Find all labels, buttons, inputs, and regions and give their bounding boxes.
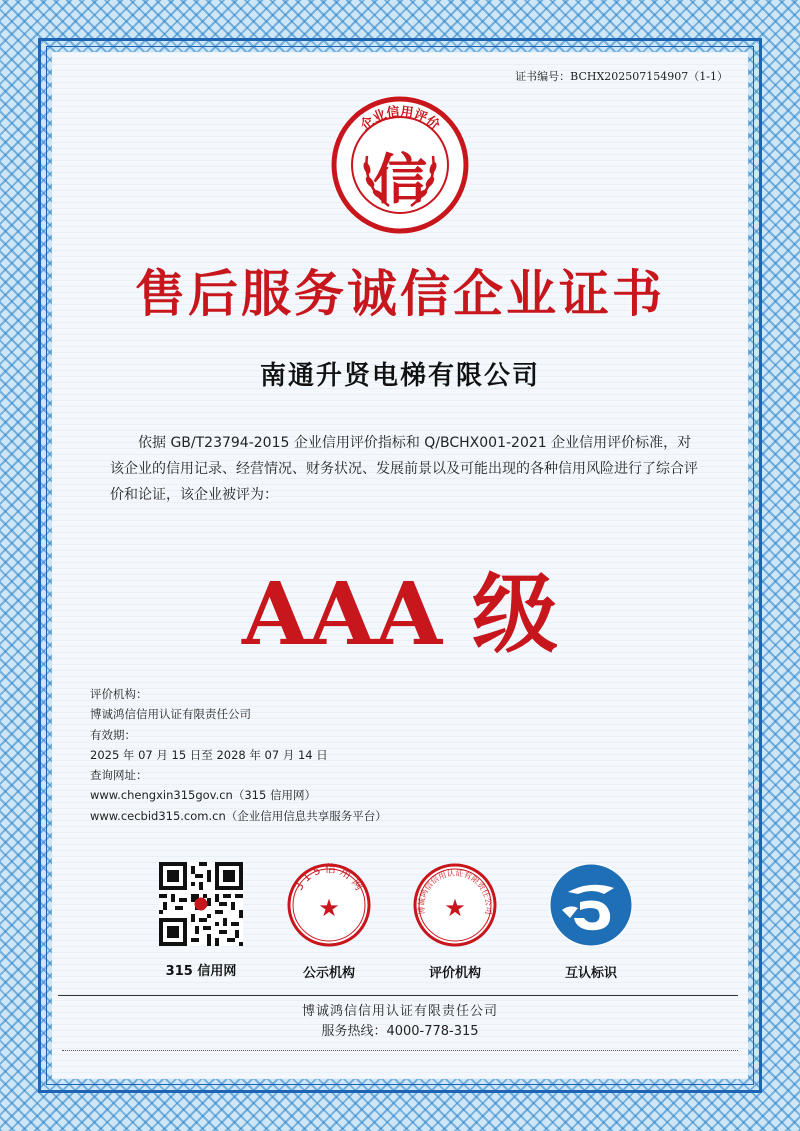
eval-seal-arc: 博诚鸿信信用认证有限责任公司 — [416, 868, 494, 915]
query-url-1[interactable]: www.chengxin315gov.cn（315 信用网） — [90, 788, 316, 803]
public-seal-block — [269, 862, 389, 981]
footer-divider — [58, 995, 738, 996]
validity-value: 2025 年 07 月 15 日至 2028 年 07 月 14 日 — [90, 747, 328, 762]
org-value: 博诚鸿信信用认证有限责任公司 — [90, 707, 251, 722]
qr-code-icon[interactable] — [159, 862, 243, 946]
query-url-2[interactable]: www.cecbid315.com.cn（企业信用信息共享服务平台） — [90, 808, 387, 823]
svg-text:★: ★ — [318, 894, 340, 922]
emblem-center-glyph: 信 — [373, 147, 427, 211]
public-seal-icon — [286, 862, 372, 948]
mutual-recognition-icon — [548, 862, 634, 948]
eval-seal-block — [395, 862, 515, 981]
credit-grade: AAA 级 — [241, 564, 559, 665]
query-label: 查询网址： — [90, 768, 148, 783]
footer-org: 博诚鸿信信用认证有限责任公司 — [301, 1004, 498, 1019]
mutual-label: 互认标识 — [564, 966, 617, 981]
credit-evaluation-emblem — [329, 94, 471, 236]
certificate-title: 售后服务诚信企业证书 — [135, 265, 665, 323]
footer-dotted-line — [62, 1050, 738, 1051]
svg-text:★: ★ — [444, 894, 466, 922]
certificate-info — [90, 684, 387, 826]
eval-seal-label: 评价机构 — [428, 966, 481, 981]
qr-label: 315 信用网 — [165, 964, 237, 979]
footer-hotline: 服务热线：4000-778-315 — [321, 1024, 479, 1039]
public-seal-arc: 3 1 5 信 用 网 — [292, 862, 366, 893]
eval-seal-icon — [412, 862, 498, 948]
mutual-mark-block — [531, 862, 651, 981]
certificate-number: 证书编号：BCHX202507154907（1-1） — [515, 70, 728, 83]
evaluation-statement: 依据 GB/T23794-2015 企业信用评价指标和 Q/BCHX001-2021 企业信用评价标准，对该企业的信用记录、经营情况、财务状况、发展前景以及可能出现的各种信用风险进行了综合评价和论证，该企业被评为： — [110, 435, 698, 503]
qr-block — [141, 862, 261, 979]
org-label: 评价机构： — [90, 687, 148, 701]
public-seal-label: 公示机构 — [302, 966, 355, 981]
validity-label: 有效期： — [90, 727, 136, 742]
company-name: 南通升贤电梯有限公司 — [259, 361, 540, 391]
emblem-arc-text: 企业信用评价 — [357, 104, 443, 134]
